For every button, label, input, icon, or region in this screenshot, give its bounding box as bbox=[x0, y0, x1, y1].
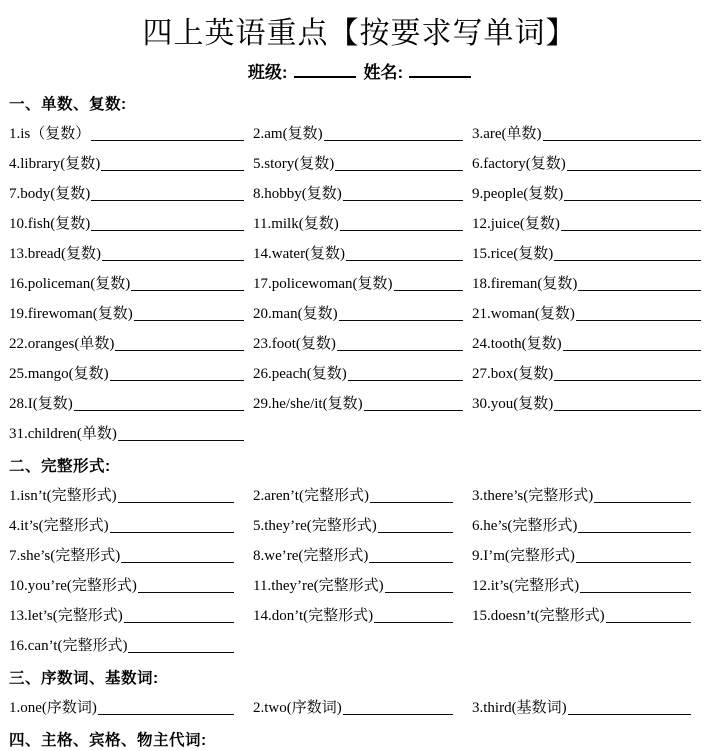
item-label: 5.story(复数) bbox=[253, 156, 335, 172]
item-label: 28.I(复数) bbox=[9, 396, 73, 412]
item-label: 14.don’t(完整形式) bbox=[253, 608, 374, 624]
fill-in-item bbox=[472, 145, 710, 175]
fill-in-item bbox=[9, 205, 253, 235]
answer-blank bbox=[576, 562, 691, 563]
item-label: 6.he’s(完整形式) bbox=[472, 518, 578, 534]
fill-in-item bbox=[9, 415, 253, 445]
item-label: 8.we’re(完整形式) bbox=[253, 548, 369, 564]
fill-in-item bbox=[472, 355, 710, 385]
fill-in-item bbox=[253, 175, 472, 205]
fill-in-item bbox=[9, 175, 253, 205]
worksheet-section bbox=[9, 728, 710, 751]
fill-in-item bbox=[472, 115, 710, 145]
item-label: 23.foot(复数) bbox=[253, 336, 336, 352]
class-label: 班级: bbox=[247, 63, 288, 82]
answer-blank bbox=[606, 622, 691, 623]
answer-blank bbox=[369, 562, 453, 563]
fill-in-item bbox=[9, 115, 253, 145]
item-label: 12.juice(复数) bbox=[472, 216, 560, 232]
fill-in-item bbox=[472, 597, 710, 627]
item-label: 15.rice(复数) bbox=[472, 246, 554, 262]
item-label: 15.doesn’t(完整形式) bbox=[472, 608, 605, 624]
answer-blank bbox=[118, 502, 234, 503]
answer-blank bbox=[370, 502, 453, 503]
fill-in-item bbox=[9, 477, 253, 507]
item-label: 7.body(复数) bbox=[9, 186, 91, 202]
item-label: 18.fireman(复数) bbox=[472, 276, 578, 292]
item-label: 5.they’re(完整形式) bbox=[253, 518, 377, 534]
answer-blank bbox=[91, 140, 244, 141]
item-label: 1.is（复数） bbox=[9, 126, 91, 142]
fill-in-item bbox=[472, 477, 710, 507]
answer-blank bbox=[346, 260, 463, 261]
item-label: 7.she’s(完整形式) bbox=[9, 548, 121, 564]
page-title: 四上英语重点【按要求写单词】 bbox=[142, 17, 577, 50]
answer-blank bbox=[567, 170, 701, 171]
fill-in-item bbox=[253, 385, 472, 415]
item-label: 14.water(复数) bbox=[253, 246, 346, 262]
fill-in-item bbox=[253, 689, 472, 719]
item-label: 11.milk(复数) bbox=[253, 216, 339, 232]
section-items bbox=[9, 115, 710, 445]
fill-in-item bbox=[253, 265, 472, 295]
answer-blank bbox=[110, 532, 234, 533]
fill-in-item bbox=[9, 537, 253, 567]
answer-blank bbox=[335, 170, 463, 171]
item-label: 4.it’s(完整形式) bbox=[9, 518, 109, 534]
item-label: 24.tooth(复数) bbox=[472, 336, 562, 352]
item-label: 1.one(序数词) bbox=[9, 700, 97, 716]
item-label: 19.firewoman(复数) bbox=[9, 306, 133, 322]
section-items bbox=[9, 477, 710, 657]
fill-in-item bbox=[253, 205, 472, 235]
item-label: 12.it’s(完整形式) bbox=[472, 578, 580, 594]
answer-blank bbox=[98, 714, 234, 715]
fill-in-item bbox=[253, 597, 472, 627]
item-label: 29.he/she/it(复数) bbox=[253, 396, 363, 412]
fill-in-item bbox=[253, 567, 472, 597]
item-label: 10.you’re(完整形式) bbox=[9, 578, 137, 594]
section-heading: 二、完整形式: bbox=[9, 458, 111, 475]
answer-blank bbox=[343, 200, 463, 201]
answer-blank bbox=[102, 260, 244, 261]
fill-in-item bbox=[253, 115, 472, 145]
section-items bbox=[9, 689, 710, 719]
fill-in-item bbox=[472, 265, 710, 295]
item-label: 16.can’t(完整形式) bbox=[9, 638, 128, 654]
item-label: 27.box(复数) bbox=[472, 366, 554, 382]
answer-blank bbox=[115, 350, 244, 351]
answer-blank bbox=[554, 410, 701, 411]
item-label: 13.let’s(完整形式) bbox=[9, 608, 123, 624]
answer-blank bbox=[561, 230, 701, 231]
answer-blank bbox=[131, 290, 244, 291]
item-label: 8.hobby(复数) bbox=[253, 186, 342, 202]
name-blank bbox=[409, 62, 471, 78]
item-label: 3.there’s(完整形式) bbox=[472, 488, 594, 504]
name-label: 姓名: bbox=[363, 63, 404, 82]
item-label: 4.library(复数) bbox=[9, 156, 101, 172]
item-label: 1.isn’t(完整形式) bbox=[9, 488, 117, 504]
answer-blank bbox=[364, 410, 463, 411]
item-label: 6.factory(复数) bbox=[472, 156, 566, 172]
item-label: 2.aren’t(完整形式) bbox=[253, 488, 369, 504]
item-label: 9.I’m(完整形式) bbox=[472, 548, 575, 564]
fill-in-item bbox=[472, 689, 710, 719]
fill-in-item bbox=[9, 265, 253, 295]
section-heading: 三、序数词、基数词: bbox=[9, 670, 159, 687]
answer-blank bbox=[348, 380, 463, 381]
item-label: 25.mango(复数) bbox=[9, 366, 109, 382]
answer-blank bbox=[543, 140, 701, 141]
answer-blank bbox=[578, 290, 701, 291]
fill-in-item bbox=[472, 537, 710, 567]
item-label: 17.policewoman(复数) bbox=[253, 276, 393, 292]
fill-in-item bbox=[472, 235, 710, 265]
fill-in-item bbox=[9, 355, 253, 385]
item-label: 2.two(序数词) bbox=[253, 700, 342, 716]
fill-in-item bbox=[9, 597, 253, 627]
answer-blank bbox=[121, 562, 234, 563]
fill-in-item bbox=[472, 325, 710, 355]
answer-blank bbox=[101, 170, 244, 171]
worksheet-section bbox=[9, 666, 710, 719]
worksheet-section bbox=[9, 92, 710, 445]
answer-blank bbox=[128, 652, 234, 653]
fill-in-item bbox=[9, 385, 253, 415]
answer-blank bbox=[74, 410, 244, 411]
answer-blank bbox=[554, 260, 701, 261]
answer-blank bbox=[385, 592, 453, 593]
section-heading: 四、主格、宾格、物主代词: bbox=[9, 732, 207, 749]
answer-blank bbox=[580, 592, 691, 593]
item-label: 21.woman(复数) bbox=[472, 306, 575, 322]
fill-in-item bbox=[9, 567, 253, 597]
fill-in-item bbox=[253, 477, 472, 507]
answer-blank bbox=[324, 140, 463, 141]
item-label: 3.third(基数词) bbox=[472, 700, 567, 716]
item-label: 3.are(单数) bbox=[472, 126, 542, 142]
worksheet-sections bbox=[9, 92, 710, 751]
answer-blank bbox=[554, 380, 701, 381]
answer-blank bbox=[343, 714, 453, 715]
fill-in-item bbox=[472, 385, 710, 415]
item-label: 30.you(复数) bbox=[472, 396, 554, 412]
fill-in-item bbox=[9, 145, 253, 175]
item-label: 9.people(复数) bbox=[472, 186, 564, 202]
fill-in-item bbox=[472, 507, 710, 537]
answer-blank bbox=[568, 714, 691, 715]
answer-blank bbox=[110, 380, 244, 381]
fill-in-item bbox=[9, 325, 253, 355]
answer-blank bbox=[337, 350, 463, 351]
answer-blank bbox=[138, 592, 234, 593]
fill-in-item bbox=[253, 145, 472, 175]
item-label: 10.fish(复数) bbox=[9, 216, 91, 232]
item-label: 31.children(单数) bbox=[9, 426, 117, 442]
worksheet-section bbox=[9, 454, 710, 657]
answer-blank bbox=[134, 320, 244, 321]
fill-in-item bbox=[9, 507, 253, 537]
fill-in-item bbox=[253, 507, 472, 537]
answer-blank bbox=[374, 622, 453, 623]
fill-in-item bbox=[253, 537, 472, 567]
answer-blank bbox=[563, 350, 701, 351]
answer-blank bbox=[124, 622, 234, 623]
fill-in-item bbox=[253, 325, 472, 355]
fill-in-item bbox=[472, 295, 710, 325]
item-label: 2.am(复数) bbox=[253, 126, 323, 142]
item-label: 13.bread(复数) bbox=[9, 246, 102, 262]
item-label: 20.man(复数) bbox=[253, 306, 338, 322]
fill-in-item bbox=[9, 295, 253, 325]
answer-blank bbox=[118, 440, 244, 441]
item-label: 16.policeman(复数) bbox=[9, 276, 131, 292]
fill-in-item bbox=[472, 567, 710, 597]
item-label: 26.peach(复数) bbox=[253, 366, 347, 382]
answer-blank bbox=[578, 532, 691, 533]
answer-blank bbox=[394, 290, 463, 291]
answer-blank bbox=[564, 200, 701, 201]
item-label: 22.oranges(单数) bbox=[9, 336, 115, 352]
answer-blank bbox=[594, 502, 691, 503]
fill-in-item bbox=[9, 235, 253, 265]
class-blank bbox=[294, 62, 356, 78]
fill-in-item bbox=[253, 295, 472, 325]
fill-in-item bbox=[253, 235, 472, 265]
answer-blank bbox=[378, 532, 453, 533]
answer-blank bbox=[91, 200, 244, 201]
fill-in-item bbox=[472, 205, 710, 235]
class-name-line bbox=[9, 58, 710, 83]
answer-blank bbox=[91, 230, 244, 231]
answer-blank bbox=[340, 230, 463, 231]
fill-in-item bbox=[9, 689, 253, 719]
section-heading: 一、单数、复数: bbox=[9, 96, 127, 113]
answer-blank bbox=[339, 320, 463, 321]
answer-blank bbox=[576, 320, 701, 321]
fill-in-item bbox=[253, 355, 472, 385]
item-label: 11.they’re(完整形式) bbox=[253, 578, 384, 594]
fill-in-item bbox=[9, 627, 253, 657]
fill-in-item bbox=[472, 175, 710, 205]
